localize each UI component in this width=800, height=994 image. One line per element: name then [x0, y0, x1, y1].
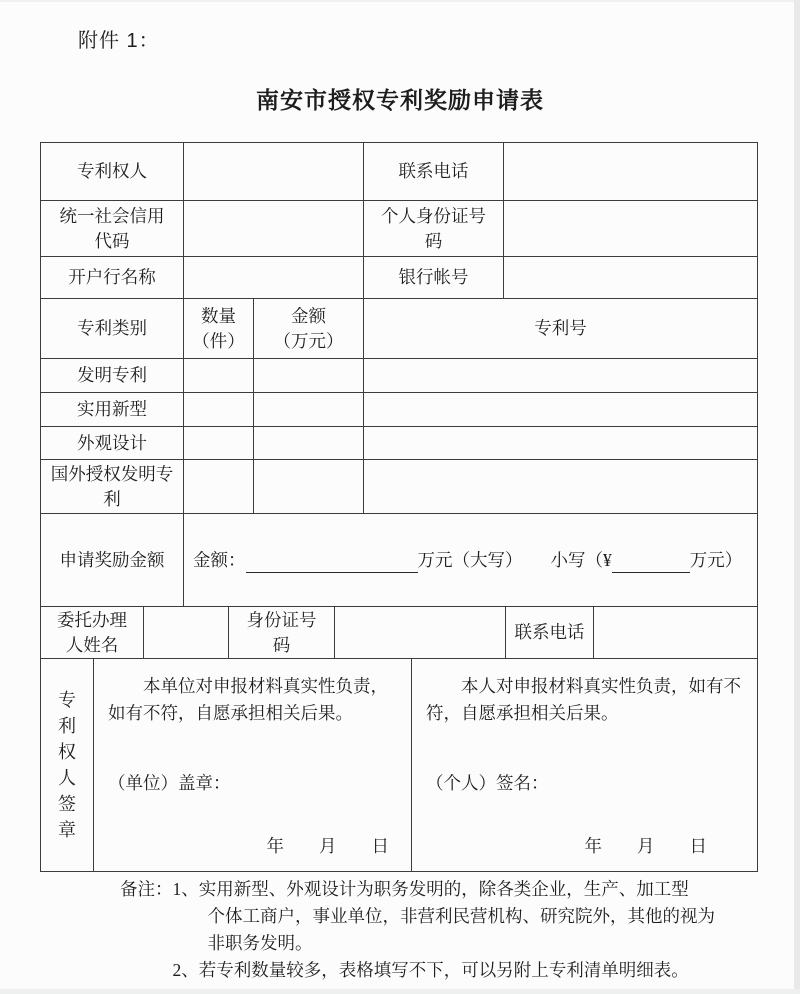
page-title: 南安市授权专利奖励申请表: [256, 88, 544, 113]
agent-name-label: [41, 607, 143, 658]
signature-side-label: 专利权人签章: [58, 690, 76, 840]
reward-label-text: 申请奖励金额: [59, 549, 165, 570]
patent-table-header-row: [41, 298, 757, 358]
contact-phone-label: [363, 143, 503, 200]
reward-content: [183, 514, 757, 606]
xiaoxie-amount-blank[interactable]: [612, 548, 690, 573]
utility-quantity-input[interactable]: [183, 393, 253, 426]
foreign-amount-input[interactable]: [253, 460, 363, 513]
unit-date: 年 月 日: [266, 836, 389, 856]
personal-id-label: [363, 201, 503, 256]
invention-label-text: 发明专利: [77, 365, 147, 385]
foreign-label: [41, 460, 183, 513]
unit-statement: [108, 673, 388, 727]
agent-name-label-line1: 委托办理: [57, 609, 127, 630]
agent-id-label-line2: 码: [272, 634, 291, 655]
unit-statement-line1: 本单位对申报材料真实性负责，: [143, 676, 388, 696]
form-table: [40, 142, 758, 872]
scan-edge-right: [794, 0, 800, 994]
bank-account-label-text: 银行帐号: [398, 267, 469, 287]
notes-label: 备注：: [120, 879, 173, 899]
foreign-label-line1: 国外授权发明专: [50, 463, 174, 484]
design-label-text: 外观设计: [77, 432, 147, 453]
contact-phone-input[interactable]: [503, 143, 757, 200]
xiaoxie-prefix-label: 小写（¥: [550, 549, 612, 570]
info-row-credit-code: [41, 200, 757, 256]
personal-id-label-line1: 个人身份证号: [381, 205, 486, 226]
bank-name-input[interactable]: [183, 257, 363, 298]
patent-no-header: [363, 299, 757, 358]
agent-id-label-line1: 身份证号: [246, 609, 317, 630]
bank-account-input[interactable]: [503, 257, 757, 298]
xiaoxie-suffix-label: 万元）: [689, 549, 743, 570]
invention-amount-input[interactable]: [253, 359, 363, 392]
utility-amount-input[interactable]: [253, 393, 363, 426]
note-item2-line1: 2、若专利数量较多，表格填写不下，可以另附上专利清单明细表。: [172, 960, 689, 980]
quantity-header: [183, 299, 253, 358]
agent-row: [41, 606, 757, 658]
utility-patent-no-input[interactable]: [363, 393, 757, 426]
amount-header-line2: （万元）: [273, 330, 344, 351]
agent-id-label: [228, 607, 334, 658]
scan-edge-bottom: [0, 989, 800, 994]
note-item1-line1: 1、实用新型、外观设计为职务发明的，除各类企业，生产、加工型: [172, 879, 689, 899]
quantity-header-line2: （件）: [192, 330, 245, 351]
utility-row: [41, 392, 757, 426]
patent-category-header-text: 专利类别: [77, 318, 147, 338]
note-item1-line2: 个体工商户，事业单位，非营利民营机构、研究院外，其他的视为: [207, 906, 715, 926]
amount-header-line1: 金额: [291, 305, 326, 326]
invention-patent-no-input[interactable]: [363, 359, 757, 392]
agent-phone-label-text: 联系电话: [514, 622, 585, 642]
design-patent-no-input[interactable]: [363, 427, 757, 459]
patent-category-header: [41, 299, 183, 358]
quantity-header-line1: 数量: [201, 305, 236, 326]
foreign-row: [41, 459, 757, 513]
design-row: [41, 426, 757, 459]
unit-seal-label: （单位）盖章：: [108, 773, 231, 793]
credit-code-input[interactable]: [183, 201, 363, 256]
foreign-quantity-input[interactable]: [183, 460, 253, 513]
person-sign-label: （个人）签名：: [426, 773, 549, 793]
reward-row: [41, 513, 757, 606]
person-statement: [426, 673, 741, 727]
signature-side-label-cell: [41, 659, 93, 871]
utility-label-text: 实用新型: [77, 399, 147, 419]
patent-no-header-text: 专利号: [534, 318, 587, 338]
agent-id-input[interactable]: [334, 607, 505, 658]
agent-name-input[interactable]: [143, 607, 228, 658]
amount-daxie-blank[interactable]: [246, 548, 418, 573]
bank-account-label: [363, 257, 503, 298]
person-signature-panel: [411, 659, 757, 871]
credit-code-label: [41, 201, 183, 256]
foreign-label-line2: 利: [103, 488, 121, 509]
design-amount-input[interactable]: [253, 427, 363, 459]
personal-id-label-line2: 码: [424, 230, 443, 251]
bank-name-label: [41, 257, 183, 298]
notes: [120, 876, 715, 984]
invention-label: [41, 359, 183, 392]
bank-name-label-text: 开户行名称: [68, 267, 156, 287]
utility-label: [41, 393, 183, 426]
notes-items: [173, 876, 716, 984]
attachment-label: 附件 1：: [78, 30, 160, 52]
invention-row: [41, 358, 757, 392]
contact-phone-label-text: 联系电话: [398, 161, 469, 181]
agent-phone-label: [505, 607, 593, 658]
amount-prefix-label: 金额：: [193, 549, 246, 570]
amount-header: [253, 299, 363, 358]
scan-edge-top: [0, 0, 800, 2]
invention-quantity-input[interactable]: [183, 359, 253, 392]
info-row-patent-owner: [41, 143, 757, 200]
personal-id-input[interactable]: [503, 201, 757, 256]
info-row-bank: [41, 256, 757, 298]
reward-label: [41, 514, 183, 606]
person-statement-line1: 本人对申报材料真实性负责，如有不: [461, 676, 741, 696]
agent-phone-input[interactable]: [593, 607, 757, 658]
patent-owner-label-text: 专利权人: [77, 161, 147, 181]
signature-row: [41, 658, 757, 871]
design-label: [41, 427, 183, 459]
foreign-patent-no-input[interactable]: [363, 460, 757, 513]
patent-owner-label: [41, 143, 183, 200]
credit-code-label-line2: 代码: [94, 230, 130, 251]
patent-owner-input[interactable]: [183, 143, 363, 200]
agent-name-label-line2: 人姓名: [65, 634, 119, 655]
credit-code-label-line1: 统一社会信用: [59, 205, 165, 226]
design-quantity-input[interactable]: [183, 427, 253, 459]
person-statement-line2: 符，自愿承担相关后果。: [426, 703, 619, 723]
note-item1-line3: 非职务发明。: [207, 933, 313, 953]
person-date: 年 月 日: [584, 836, 707, 856]
daxie-unit-label: 万元（大写）: [417, 549, 523, 570]
unit-signature-panel: [93, 659, 411, 871]
unit-statement-line2: 如有不符，自愿承担相关后果。: [108, 703, 353, 723]
